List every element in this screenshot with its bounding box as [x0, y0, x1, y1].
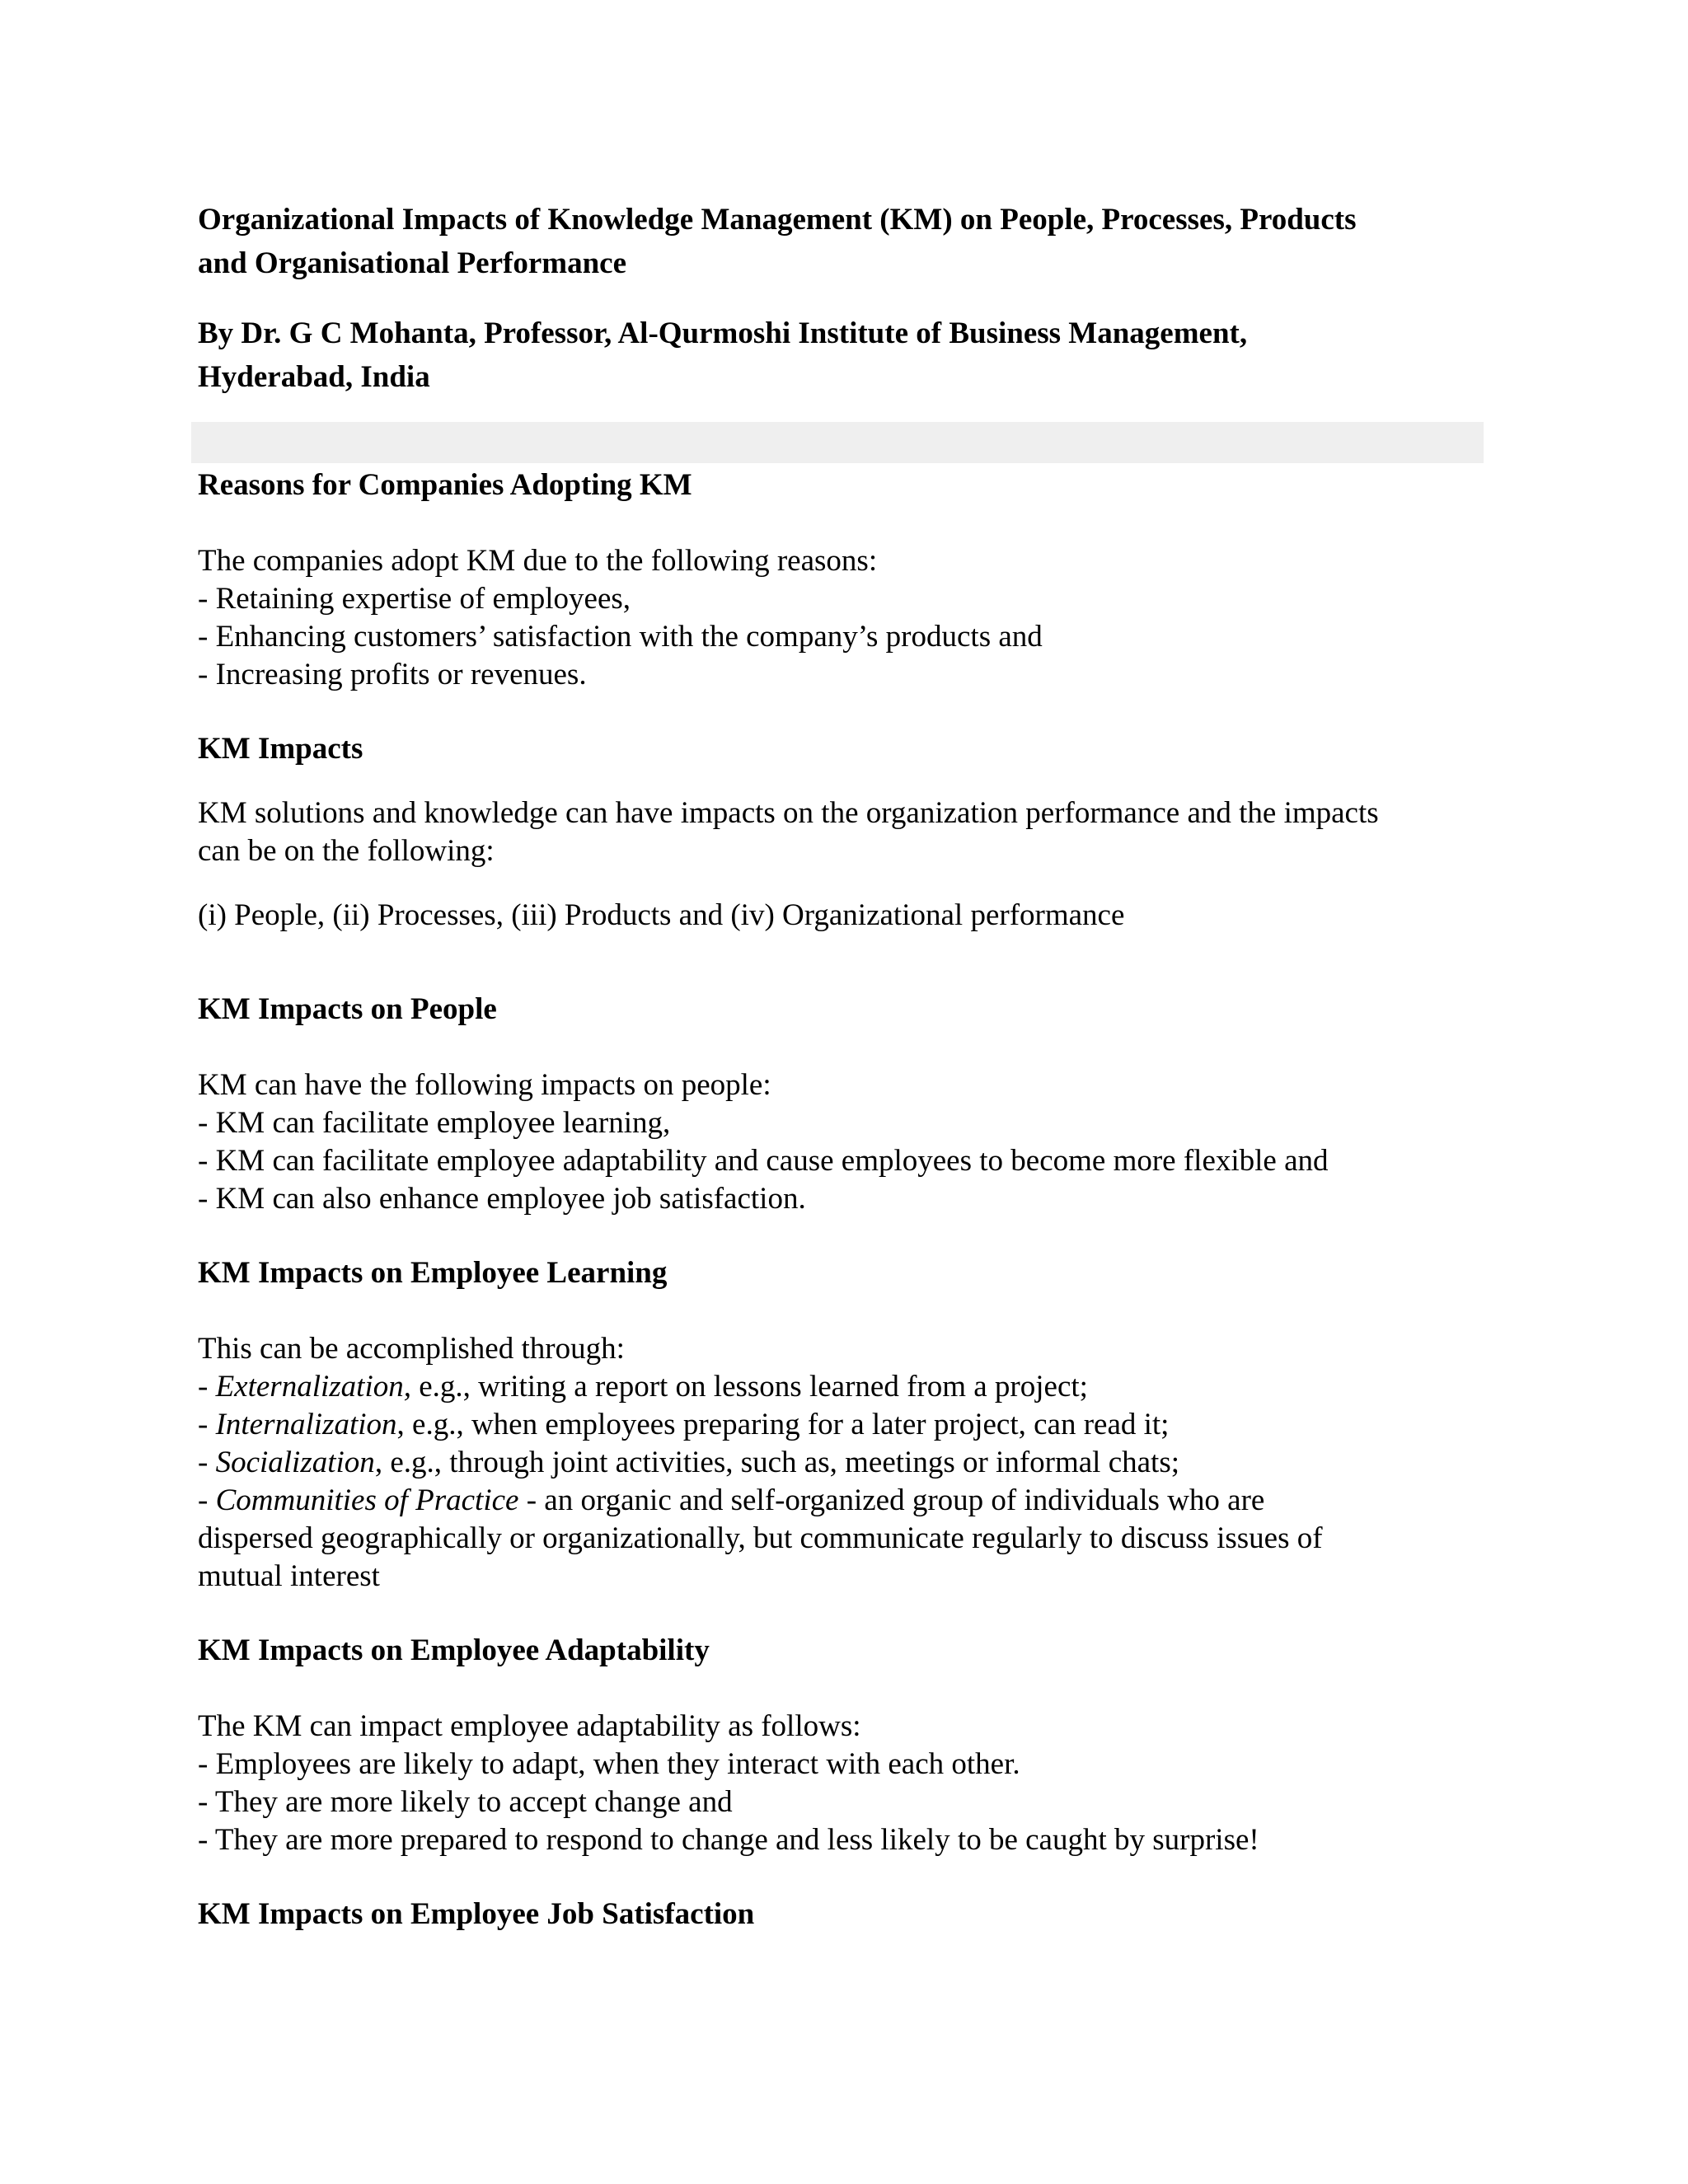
document-title-line-2: and Organisational Performance [198, 246, 627, 280]
term-internalization: Internalization [215, 1408, 397, 1441]
term-description: - an organic and self-organized group of individuals who are [518, 1483, 1265, 1517]
impacts-paragraph-line-1: KM solutions and knowledge can have impacts on the organization performance and the impacts [198, 796, 1379, 830]
list-dash: - [198, 1370, 216, 1404]
author-byline [198, 312, 1484, 399]
term-externalization: Externalization, [215, 1370, 411, 1404]
title-block [198, 198, 1484, 399]
document-title [198, 198, 1484, 285]
section-reasons [198, 466, 1484, 694]
list-item [198, 1482, 1484, 1520]
list-item: - They are more likely to accept change and [198, 1785, 733, 1819]
list-item: - KM can also enhance employee job satisfaction. [198, 1182, 806, 1216]
heading-reasons: Reasons for Companies Adopting KM [198, 468, 692, 502]
section-job-satisfaction [198, 1896, 1484, 1933]
section-people [198, 991, 1484, 1218]
list-item: - KM can facilitate employee learning, [198, 1106, 671, 1140]
people-intro: KM can have the following impacts on people: [198, 1068, 771, 1102]
section-divider-band [191, 422, 1484, 463]
learning-intro: This can be accomplished through: [198, 1332, 625, 1366]
list-item-continuation: mutual interest [198, 1559, 380, 1593]
author-byline-line-1: By Dr. G C Mohanta, Professor, Al-Qurmoshi Institute of Business Management, [198, 316, 1248, 350]
list-dash: - [198, 1446, 216, 1479]
section-km-impacts [198, 730, 1484, 935]
term-description: e.g., writing a report on lessons learned from a project; [410, 1370, 1088, 1404]
impacts-paragraph [198, 794, 1484, 870]
list-item: - Enhancing customers’ satisfaction with the company’s products and [198, 620, 1043, 654]
term-socialization: Socialization [215, 1446, 375, 1479]
heading-adaptability: KM Impacts on Employee Adaptability [198, 1633, 710, 1667]
author-byline-line-2: Hyderabad, India [198, 360, 430, 394]
heading-job-satisfaction: KM Impacts on Employee Job Satisfaction [198, 1897, 755, 1931]
list-item-continuation: dispersed geographically or organizationally, but communicate regularly to discuss issues of [198, 1521, 1323, 1555]
term-communities-of-practice: Communities of Practice [215, 1483, 519, 1517]
list-dash: - [198, 1483, 216, 1517]
section-adaptability [198, 1632, 1484, 1859]
term-description: , e.g., when employees preparing for a later project, can read it; [396, 1408, 1170, 1441]
list-item: - Employees are likely to adapt, when they interact with each other. [198, 1747, 1020, 1781]
adaptability-intro: The KM can impact employee adaptability as follows: [198, 1709, 861, 1743]
list-item [198, 1444, 1484, 1482]
list-item: - Increasing profits or revenues. [198, 658, 587, 691]
term-description: , e.g., through joint activities, such as, meetings or informal chats; [374, 1446, 1179, 1479]
list-item [198, 1406, 1484, 1444]
list-item: - Retaining expertise of employees, [198, 582, 631, 616]
heading-people: KM Impacts on People [198, 992, 497, 1026]
list-dash: - [198, 1408, 216, 1441]
impacts-paragraph-line-2: can be on the following: [198, 834, 495, 868]
heading-km-impacts: KM Impacts [198, 732, 363, 766]
impacts-list: (i) People, (ii) Processes, (iii) Products and (iv) Organizational performance [198, 898, 1125, 932]
section-learning [198, 1254, 1484, 1596]
list-item [198, 1368, 1484, 1406]
heading-learning: KM Impacts on Employee Learning [198, 1256, 668, 1290]
list-item: - KM can facilitate employee adaptability and cause employees to become more flexible and [198, 1144, 1329, 1178]
reasons-intro: The companies adopt KM due to the following reasons: [198, 544, 878, 578]
list-item: - They are more prepared to respond to change and less likely to be caught by surprise! [198, 1823, 1259, 1857]
document-title-line-1: Organizational Impacts of Knowledge Management (KM) on People, Processes, Products [198, 203, 1357, 237]
